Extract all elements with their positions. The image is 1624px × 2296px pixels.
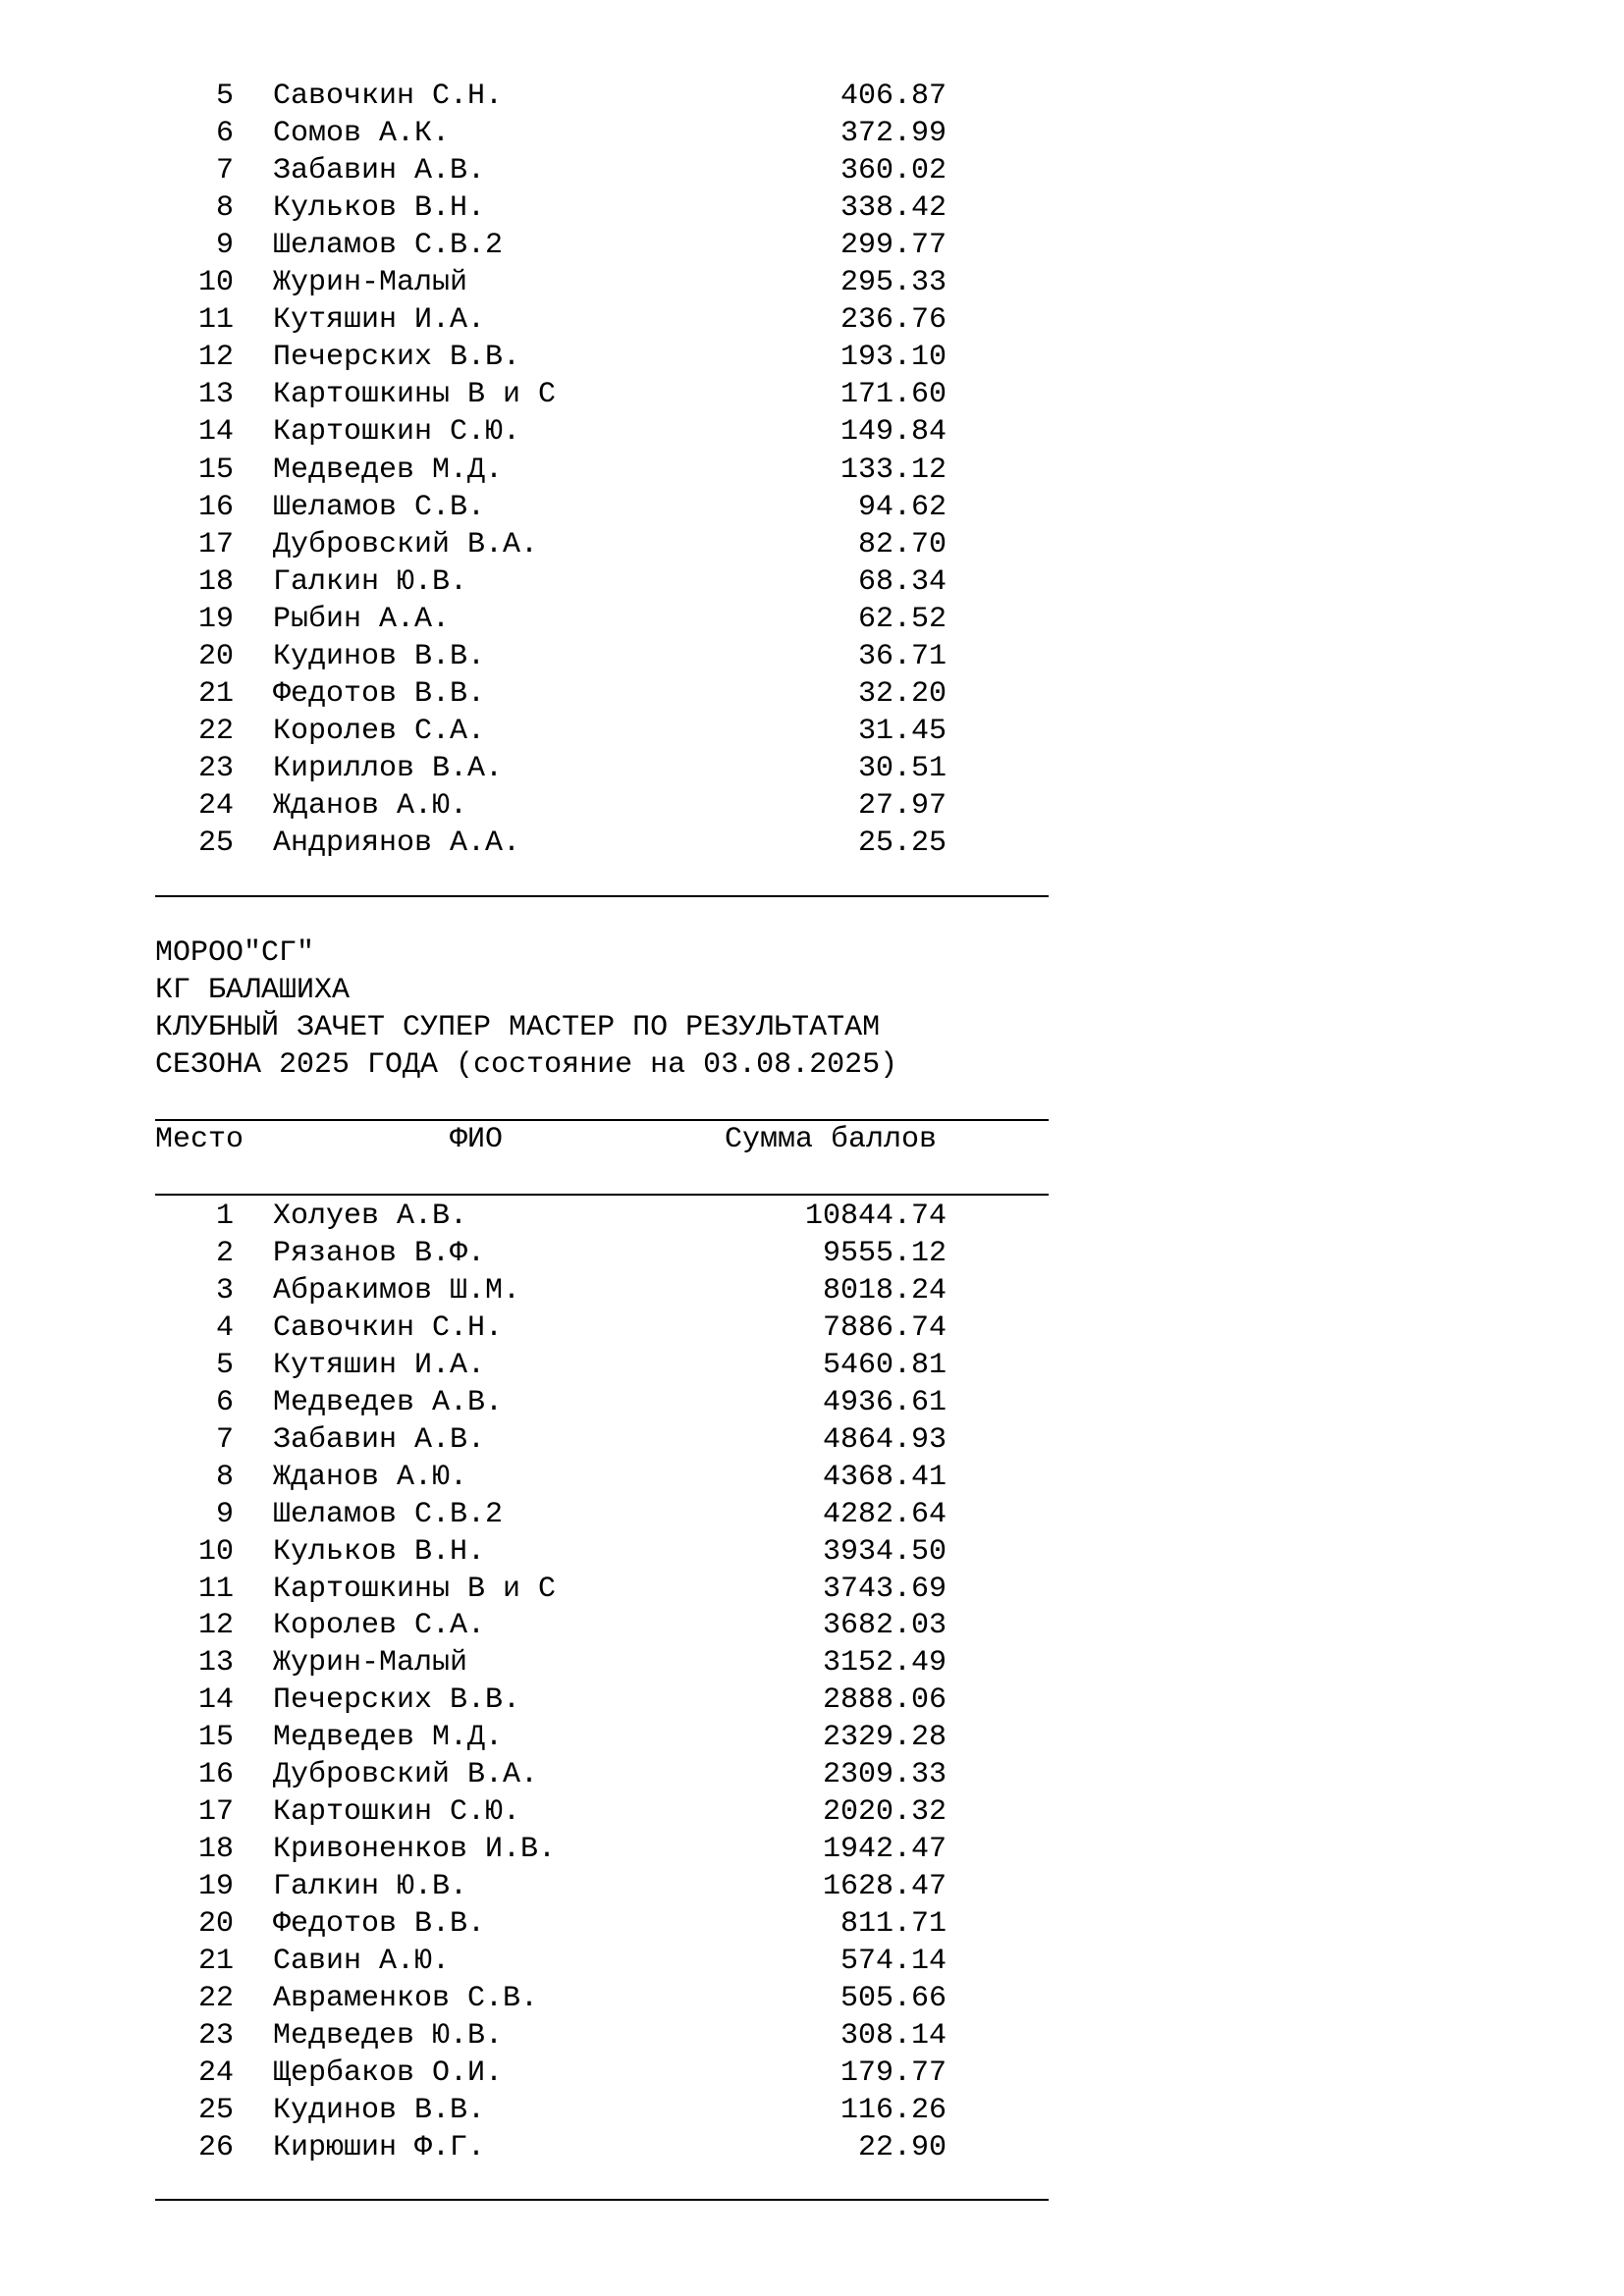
row-place: 9: [215, 229, 234, 263]
row-place: 13: [197, 1646, 234, 1681]
row-score: 2309.33: [822, 1758, 947, 1792]
row-place: 12: [197, 341, 234, 375]
row-score: 149.84: [839, 415, 947, 450]
row-name: Савочкин С.Н.: [273, 80, 504, 113]
row-score: 4368.41: [822, 1460, 947, 1494]
row-score: 2020.32: [822, 1795, 947, 1830]
row-place: 17: [197, 527, 234, 561]
row-name: Королев С.А.: [273, 714, 486, 748]
row-place: 19: [197, 1870, 234, 1904]
row-name: Кудинов В.В.: [273, 639, 486, 673]
row-name: Шеламов С.В.2: [273, 229, 504, 263]
row-name: Галкин Ю.В.: [273, 1870, 468, 1904]
divider: [155, 2199, 1049, 2201]
row-name: Кутяшин И.А.: [273, 303, 486, 338]
row-score: 116.26: [839, 2093, 947, 2127]
column-header-place: Место: [155, 1123, 244, 1156]
row-place: 16: [197, 490, 234, 524]
row-place: 11: [197, 303, 234, 338]
row-score: 32.20: [857, 676, 947, 711]
row-place: 8: [215, 1460, 234, 1494]
row-name: Королев С.А.: [273, 1609, 486, 1643]
row-place: 1: [215, 1200, 234, 1233]
row-place: 21: [197, 1945, 234, 1978]
row-score: 133.12: [839, 453, 947, 487]
row-name: Журин-Малый: [273, 266, 468, 300]
row-place: 22: [197, 714, 234, 748]
row-name: Журин-Малый: [273, 1646, 468, 1681]
row-score: 171.60: [839, 378, 947, 412]
row-name: Дубровский В.А.: [273, 527, 539, 561]
row-score: 406.87: [839, 80, 947, 113]
row-name: Картошкин С.Ю.: [273, 415, 521, 450]
row-name: Кириллов В.А.: [273, 751, 504, 785]
row-score: 62.52: [857, 602, 947, 636]
row-score: 360.02: [839, 154, 947, 188]
row-score: 3743.69: [822, 1572, 947, 1606]
row-place: 21: [197, 676, 234, 711]
row-score: 574.14: [839, 1945, 947, 1978]
row-name: Медведев Ю.В.: [273, 2018, 504, 2053]
row-score: 82.70: [857, 527, 947, 561]
row-score: 4864.93: [822, 1422, 947, 1457]
club-name: КГ БАЛАШИХА: [155, 974, 351, 1007]
row-score: 5460.81: [822, 1348, 947, 1382]
row-place: 22: [197, 1981, 234, 2015]
row-score: 68.34: [857, 564, 947, 599]
row-place: 14: [197, 415, 234, 450]
row-place: 5: [215, 80, 234, 113]
row-name: Шеламов С.В.: [273, 490, 486, 524]
row-name: Савочкин С.Н.: [273, 1310, 504, 1345]
row-place: 19: [197, 602, 234, 636]
row-name: Печерских В.В.: [273, 1683, 521, 1718]
row-place: 15: [197, 1721, 234, 1755]
org-name: МОРОО"СГ": [155, 936, 315, 970]
row-place: 11: [197, 1572, 234, 1606]
row-score: 2329.28: [822, 1721, 947, 1755]
row-name: Медведев М.Д.: [273, 453, 504, 487]
row-place: 16: [197, 1758, 234, 1792]
row-name: Федотов В.В.: [273, 676, 486, 711]
row-name: Кудинов В.В.: [273, 2093, 486, 2127]
row-score: 94.62: [857, 490, 947, 524]
row-place: 9: [215, 1497, 234, 1531]
row-score: 4282.64: [822, 1497, 947, 1531]
row-name: Картошкины В и С: [273, 1572, 557, 1606]
row-name: Шеламов С.В.2: [273, 1497, 504, 1531]
row-name: Федотов В.В.: [273, 1907, 486, 1942]
row-name: Щербаков О.И.: [273, 2056, 504, 2090]
row-place: 10: [197, 1534, 234, 1569]
row-place: 18: [197, 564, 234, 599]
row-score: 1628.47: [822, 1870, 947, 1904]
row-place: 18: [197, 1833, 234, 1867]
row-score: 10844.74: [804, 1200, 947, 1233]
row-score: 31.45: [857, 714, 947, 748]
row-name: Кирюшин Ф.Г.: [273, 2130, 486, 2164]
row-place: 5: [215, 1348, 234, 1382]
row-name: Рязанов В.Ф.: [273, 1236, 486, 1270]
row-score: 236.76: [839, 303, 947, 338]
row-score: 295.33: [839, 266, 947, 300]
row-name: Картошкин С.Ю.: [273, 1795, 521, 1830]
row-place: 17: [197, 1795, 234, 1830]
divider: [155, 1194, 1049, 1196]
row-name: Авраменков С.В.: [273, 1981, 539, 2015]
row-score: 3682.03: [822, 1609, 947, 1643]
row-place: 12: [197, 1609, 234, 1643]
row-place: 10: [197, 266, 234, 300]
row-place: 23: [197, 751, 234, 785]
row-place: 6: [215, 1385, 234, 1419]
row-score: 2888.06: [822, 1683, 947, 1718]
row-name: Кульков В.Н.: [273, 191, 486, 226]
report-title-line-2: СЕЗОНА 2025 ГОДА (состояние на 03.08.2025): [155, 1048, 898, 1082]
row-name: Дубровский В.А.: [273, 1758, 539, 1792]
row-score: 9555.12: [822, 1236, 947, 1270]
row-name: Андриянов А.А.: [273, 827, 521, 860]
row-name: Медведев А.В.: [273, 1385, 504, 1419]
row-score: 8018.24: [822, 1273, 947, 1308]
row-score: 30.51: [857, 751, 947, 785]
row-place: 20: [197, 639, 234, 673]
row-place: 26: [197, 2130, 234, 2164]
row-name: Сомов А.К.: [273, 117, 451, 151]
row-place: 4: [215, 1310, 234, 1345]
row-score: 179.77: [839, 2056, 947, 2090]
row-name: Кутяшин И.А.: [273, 1348, 486, 1382]
report-title-line-1: КЛУБНЫЙ ЗАЧЕТ СУПЕР МАСТЕР ПО РЕЗУЛЬТАТАМ: [155, 1011, 881, 1044]
row-place: 25: [197, 827, 234, 860]
row-name: Рыбин А.А.: [273, 602, 451, 636]
row-place: 25: [197, 2093, 234, 2127]
row-name: Савин А.Ю.: [273, 1945, 451, 1978]
row-name: Холуев А.В.: [273, 1200, 468, 1233]
row-score: 36.71: [857, 639, 947, 673]
column-header-score: Сумма баллов: [725, 1123, 938, 1156]
row-place: 24: [197, 788, 234, 823]
row-place: 7: [215, 1422, 234, 1457]
divider: [155, 895, 1049, 897]
row-place: 6: [215, 117, 234, 151]
row-name: Забавин А.В.: [273, 1422, 486, 1457]
column-header-name: ФИО: [450, 1123, 504, 1156]
row-name: Жданов А.Ю.: [273, 788, 468, 823]
row-place: 2: [215, 1236, 234, 1270]
row-score: 3934.50: [822, 1534, 947, 1569]
row-score: 811.71: [839, 1907, 947, 1942]
row-score: 193.10: [839, 341, 947, 375]
row-score: 505.66: [839, 1981, 947, 2015]
row-place: 14: [197, 1683, 234, 1718]
row-place: 8: [215, 191, 234, 226]
row-score: 338.42: [839, 191, 947, 226]
row-place: 7: [215, 154, 234, 188]
row-name: Кульков В.Н.: [273, 1534, 486, 1569]
row-place: 13: [197, 378, 234, 412]
row-name: Забавин А.В.: [273, 154, 486, 188]
row-score: 27.97: [857, 788, 947, 823]
row-name: Картошкины В и С: [273, 378, 557, 412]
row-score: 4936.61: [822, 1385, 947, 1419]
row-score: 22.90: [857, 2130, 947, 2164]
row-score: 308.14: [839, 2018, 947, 2053]
row-name: Медведев М.Д.: [273, 1721, 504, 1755]
row-name: Печерских В.В.: [273, 341, 521, 375]
row-name: Кривоненков И.В.: [273, 1833, 557, 1867]
row-place: 15: [197, 453, 234, 487]
row-score: 7886.74: [822, 1310, 947, 1345]
row-place: 23: [197, 2018, 234, 2053]
row-place: 3: [215, 1273, 234, 1308]
row-score: 372.99: [839, 117, 947, 151]
row-name: Галкин Ю.В.: [273, 564, 468, 599]
row-score: 3152.49: [822, 1646, 947, 1681]
row-name: Жданов А.Ю.: [273, 1460, 468, 1494]
row-score: 25.25: [857, 827, 947, 860]
row-name: Абракимов Ш.М.: [273, 1273, 521, 1308]
row-score: 299.77: [839, 229, 947, 263]
row-place: 24: [197, 2056, 234, 2090]
row-score: 1942.47: [822, 1833, 947, 1867]
row-place: 20: [197, 1907, 234, 1942]
